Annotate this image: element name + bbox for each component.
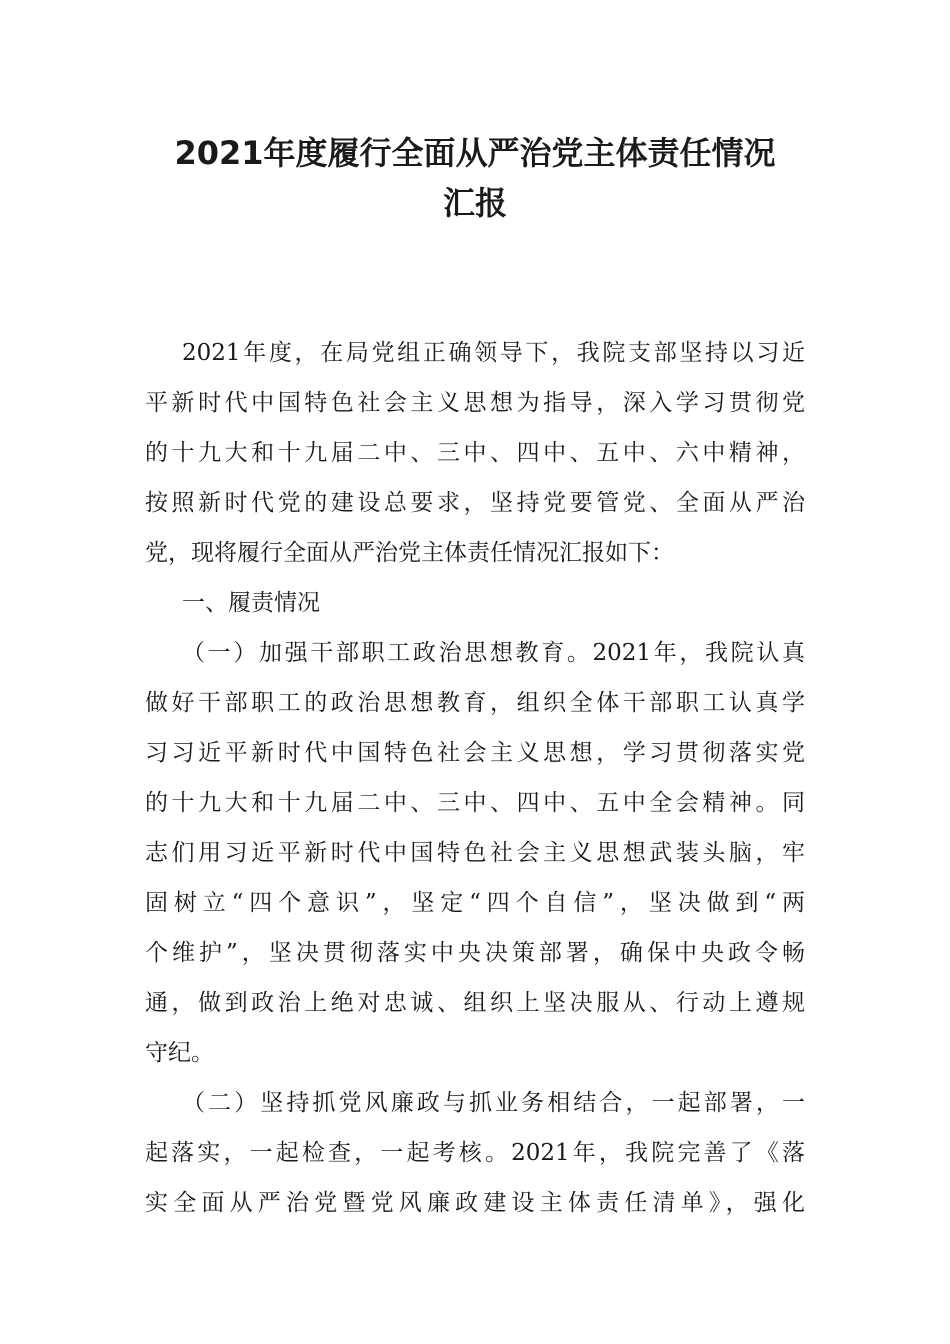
body-line: （一）加强干部职工政治思想教育。2021年，我院认真 — [182, 640, 805, 666]
body-line: 起落实，一起检查，一起考核。2021年，我院完善了《落 — [145, 1140, 805, 1166]
section-heading: 一、履责情况 — [182, 590, 320, 616]
body-line: 固树立“四个意识”，坚定“四个自信”，坚决做到“两 — [145, 890, 805, 916]
body-line: 平新时代中国特色社会主义思想为指导，深入学习贯彻党 — [145, 390, 805, 416]
body-line: 个维护”，坚决贯彻落实中央决策部署，确保中央政令畅 — [145, 940, 805, 966]
body-line: 的十九大和十九届二中、三中、四中、五中、六中精神， — [145, 440, 805, 466]
body-line: 2021年度，在局党组正确领导下，我院支部坚持以习近 — [182, 340, 805, 366]
body-line: 党，现将履行全面从严治党主体责任情况汇报如下： — [145, 540, 674, 566]
body-line: 通，做到政治上绝对忠诚、组织上坚决服从、行动上遵规 — [145, 990, 805, 1016]
body-line: 志们用习近平新时代中国特色社会主义思想武装头脑，牢 — [145, 840, 805, 866]
body-line: 做好干部职工的政治思想教育，组织全体干部职工认真学 — [145, 690, 805, 716]
document-title-line-2: 汇报 — [442, 184, 507, 222]
body-line: 的十九大和十九届二中、三中、四中、五中全会精神。同 — [145, 790, 805, 816]
body-line: 守纪。 — [145, 1040, 214, 1066]
body-line: 实全面从严治党暨党风廉政建设主体责任清单》，强化 — [145, 1190, 805, 1216]
body-line: （二）坚持抓党风廉政与抓业务相结合，一起部署，一 — [182, 1090, 805, 1116]
document-title-line-1: 2021年度履行全面从严治党主体责任情况 — [174, 134, 776, 172]
body-line: 习习近平新时代中国特色社会主义思想，学习贯彻落实党 — [145, 740, 805, 766]
body-line: 按照新时代党的建设总要求，坚持党要管党、全面从严治 — [145, 490, 805, 516]
